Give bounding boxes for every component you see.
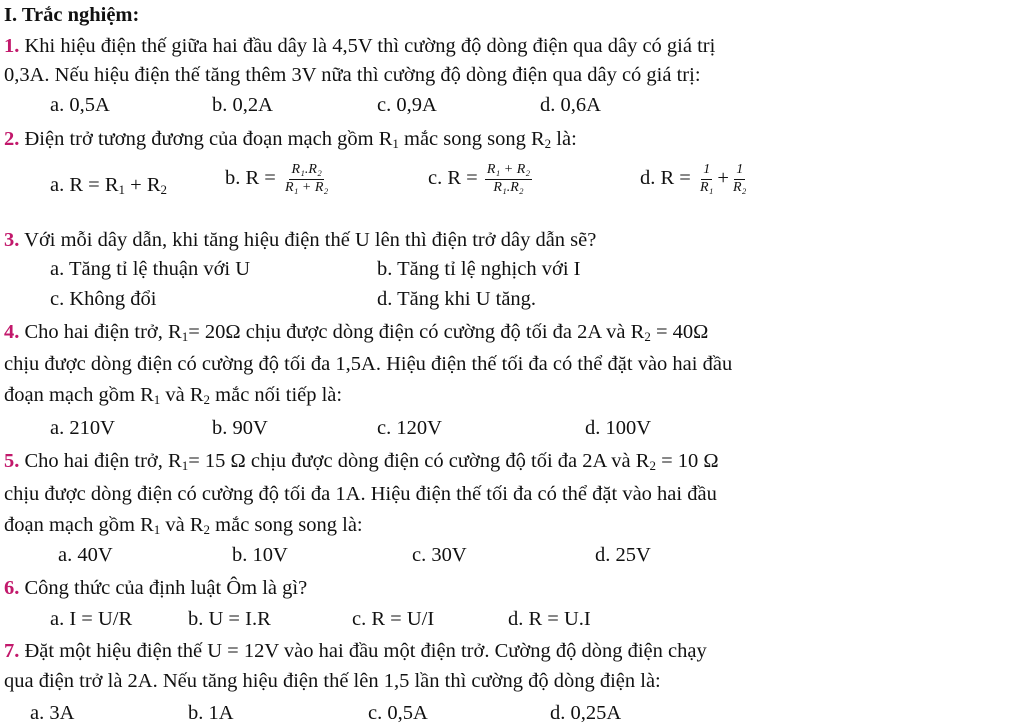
question-text: mắc song song R	[398, 128, 545, 150]
formula-text: R =	[447, 166, 483, 189]
subscript: 2	[203, 522, 211, 537]
fraction-numerator: R₁.R₂	[289, 163, 323, 180]
formula-text: R =	[245, 166, 281, 189]
subscript: 2	[649, 458, 656, 473]
question-text: = 15 Ω chịu được dòng điện có cường độ tối đa 2A và R	[188, 450, 650, 472]
option-c[interactable]: c. 0,9A	[377, 94, 437, 116]
question-1	[4, 36, 715, 57]
question-text: và R	[160, 514, 204, 536]
question-text: đoạn mạch gồm R	[4, 514, 154, 536]
question-text: là:	[551, 128, 577, 150]
subscript: 1	[153, 522, 161, 537]
formula-text: + R	[125, 174, 161, 196]
question-text: Điện trở tương đương của đoạn mạch gồm R	[24, 128, 393, 150]
option-d[interactable]	[640, 163, 750, 195]
question-5-line-3	[4, 515, 363, 536]
question-text: Đặt một hiệu điện thế U = 12V vào hai đầu một điện trở. Cường độ dòng điện chạy	[24, 640, 707, 662]
fraction	[731, 163, 748, 195]
question-4-line-3	[4, 385, 342, 406]
section-title: I. Trắc nghiệm:	[4, 4, 140, 26]
fraction-denominator: R₂	[732, 179, 747, 195]
question-text: Cho hai điện trở, R	[24, 321, 182, 343]
fraction	[283, 163, 330, 195]
subscript: 1	[118, 182, 126, 197]
question-4	[4, 322, 708, 343]
subscript: 2	[644, 329, 651, 344]
option-a[interactable]	[50, 175, 167, 196]
fraction-denominator: R₁ + R₂	[285, 179, 329, 195]
option-c[interactable]: c. 120V	[377, 417, 442, 439]
question-text: Công thức của định luật Ôm là gì?	[24, 577, 308, 599]
question-number: 6.	[4, 577, 20, 599]
subscript: 2	[203, 392, 211, 407]
question-6	[4, 578, 307, 599]
option-a[interactable]: a. I = U/R	[50, 608, 133, 630]
question-number: 3.	[4, 229, 20, 251]
question-3	[4, 230, 596, 251]
fraction-denominator: R₁	[700, 179, 714, 195]
option-c[interactable]: c. 30V	[412, 544, 467, 566]
option-d[interactable]: d. Tăng khi U tăng.	[377, 288, 537, 310]
subscript: 2	[160, 182, 168, 197]
fraction	[485, 163, 532, 195]
subscript: 2	[544, 136, 552, 151]
fraction	[698, 163, 715, 195]
fraction-numerator: 1	[701, 163, 712, 180]
fraction-numerator: R₁ + R₂	[485, 163, 532, 180]
question-number: 4.	[4, 321, 20, 343]
option-b[interactable]: b. 10V	[232, 544, 288, 566]
question-number: 2.	[4, 128, 20, 150]
question-number: 5.	[4, 450, 20, 472]
question-text: đoạn mạch gồm R	[4, 384, 154, 406]
subscript: 1	[181, 458, 189, 473]
option-d[interactable]: d. 0,25A	[550, 702, 622, 724]
option-a[interactable]: a. 40V	[58, 544, 113, 566]
fraction-denominator: R₁.R₂	[493, 179, 524, 195]
question-text: = 20Ω chịu được dòng điện có cường độ tối đa 2A và R	[188, 321, 645, 343]
option-b[interactable]: b. 0,2A	[212, 94, 273, 116]
question-number: 1.	[4, 35, 20, 57]
option-d[interactable]: d. 0,6A	[540, 94, 601, 116]
option-c[interactable]: c. 0,5A	[368, 702, 428, 724]
option-d[interactable]: d. R = U.I	[508, 608, 591, 630]
question-2	[4, 129, 577, 150]
option-c[interactable]: c. R = U/I	[352, 608, 435, 630]
option-label: d.	[640, 166, 661, 189]
option-b[interactable]: b. 90V	[212, 417, 268, 439]
option-a[interactable]: a. 3A	[30, 702, 75, 724]
question-5	[4, 451, 719, 472]
formula-text: R =	[660, 166, 696, 189]
option-b[interactable]: b. 1A	[188, 702, 234, 724]
question-text: mắc nối tiếp là:	[210, 384, 343, 406]
option-a[interactable]: a. 0,5A	[50, 94, 110, 116]
option-c[interactable]: c. Không đổi	[50, 288, 157, 310]
formula-text: R = R	[69, 174, 119, 196]
question-4-line-2: chịu được dòng điện có cường độ tối đa 1,5A. Hiệu điện thế tối đa có thể đặt vào hai đầu	[4, 353, 733, 375]
question-7-line-2: qua điện trở là 2A. Nếu tăng hiệu điện thế lên 1,5 lần thì cường độ dòng điện là:	[4, 670, 661, 692]
subscript: 1	[181, 329, 189, 344]
option-b[interactable]: b. Tăng tỉ lệ nghịch với I	[377, 258, 581, 280]
fraction-numerator: 1	[734, 163, 745, 180]
question-text: = 10 Ω	[655, 450, 719, 472]
question-text: mắc song song là:	[210, 514, 363, 536]
option-d[interactable]: d. 100V	[585, 417, 652, 439]
option-b[interactable]: b. U = I.R	[188, 608, 271, 630]
formula-text: +	[717, 166, 729, 189]
question-text: = 40Ω	[650, 321, 709, 343]
option-b[interactable]	[225, 163, 332, 195]
question-text: và R	[160, 384, 204, 406]
question-text: Khi hiệu điện thế giữa hai đầu dây là 4,5V thì cường độ dòng điện qua dây có giá trị	[24, 35, 716, 57]
option-a[interactable]: a. Tăng tỉ lệ thuận với U	[50, 258, 251, 280]
question-number: 7.	[4, 640, 20, 662]
option-label: a.	[50, 174, 70, 196]
subscript: 1	[153, 392, 161, 407]
option-label: b.	[225, 166, 246, 189]
question-7	[4, 641, 707, 662]
question-text: Cho hai điện trở, R	[24, 450, 182, 472]
option-label: c.	[428, 166, 448, 189]
question-text: Với mỗi dây dẫn, khi tăng hiệu điện thế U lên thì điện trở dây dẫn sẽ?	[24, 229, 597, 251]
question-5-line-2: chịu được dòng điện có cường độ tối đa 1A. Hiệu điện thế tối đa có thể đặt vào hai đầu	[4, 483, 717, 505]
option-d[interactable]: d. 25V	[595, 544, 651, 566]
subscript: 1	[392, 136, 399, 151]
question-1-line-2: 0,3A. Nếu hiệu điện thế tăng thêm 3V nữa thì cường độ dòng điện qua dây có giá trị:	[4, 64, 701, 86]
option-c[interactable]	[428, 163, 534, 195]
option-a[interactable]: a. 210V	[50, 417, 115, 439]
